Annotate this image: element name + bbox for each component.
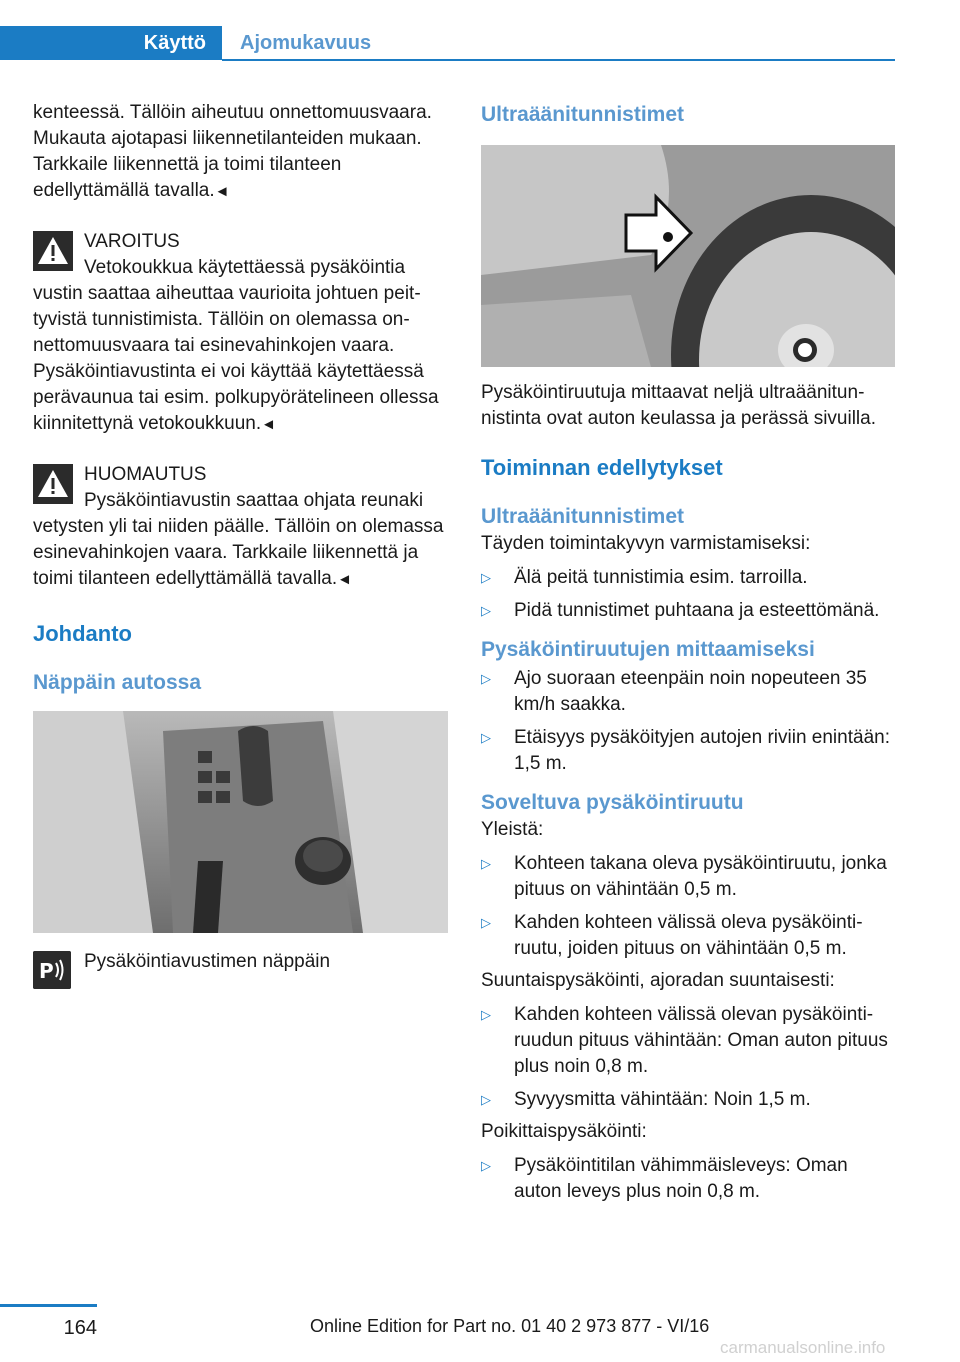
sensors2-intro: Täyden toimintakyvyn varmistamiseksi: xyxy=(481,533,811,554)
warning-first-line: Vetokoukkua käytettäessä pysäköintia xyxy=(84,257,406,278)
footer-divider xyxy=(0,1304,97,1307)
list-item xyxy=(481,666,895,718)
end-mark: ◄ xyxy=(337,571,353,588)
sensor-photo xyxy=(481,145,895,367)
heading-ultrasonic-sensors-2: Ultraäänitunnistimet xyxy=(481,505,685,528)
list-item xyxy=(481,1087,895,1113)
list-item-text: Älä peitä tunnistimia esim. tarroilla. xyxy=(514,567,808,588)
triangle-bullet-icon: ▷ xyxy=(481,1092,491,1107)
warning-title: VAROITUS xyxy=(84,231,180,252)
list-item-text: Kohteen takana oleva pysäköintiruutu, jonka pituus on vähintään 0,5 m. xyxy=(514,853,887,900)
triangle-bullet-icon: ▷ xyxy=(481,915,491,930)
sensors-description: Pysäköintiruutuja mittaavat neljä ultraäänitunnistinta ovat auton keulassa ja perässä sivuilla. xyxy=(481,382,877,429)
triangle-bullet-icon: ▷ xyxy=(481,671,491,686)
triangle-bullet-icon: ▷ xyxy=(481,856,491,871)
warning-block xyxy=(33,229,448,438)
warning-icon xyxy=(33,464,73,504)
general-label: Yleistä: xyxy=(481,819,544,840)
notice-first-line: Pysäköintiavustin saattaa ohjata reunaki xyxy=(84,490,424,511)
heading-measuring: Pysäköintiruutujen mittaamiseksi xyxy=(481,638,815,661)
triangle-bullet-icon: ▷ xyxy=(481,1158,491,1173)
list-item xyxy=(481,910,895,962)
header-divider xyxy=(222,59,895,61)
watermark: carmanualsonline.info xyxy=(720,1338,886,1357)
notice-body xyxy=(33,514,448,593)
svg-text:P: P xyxy=(39,959,54,983)
warning-body xyxy=(33,281,448,438)
console-photo xyxy=(33,711,448,933)
triangle-bullet-icon: ▷ xyxy=(481,570,491,585)
intro-paragraph xyxy=(33,100,448,205)
park-assist-button-icon xyxy=(33,951,71,989)
list-item xyxy=(481,598,895,624)
parallel-list xyxy=(481,1002,895,1113)
edition-text: Online Edition for Part no. 01 40 2 973 877 - VI/16 xyxy=(310,1316,710,1336)
sensors2-list xyxy=(481,565,895,624)
heading-introduction: Johdanto xyxy=(33,621,132,646)
notice-block xyxy=(33,462,448,593)
list-item xyxy=(481,1002,895,1080)
warning-body-text: vustin saattaa aiheuttaa vaurioita johtuen peittyvistä tunnistimista. Tällöin on olemassa onnettomuusvaara tai esinevahinkojen vaara. Pysäköintiavustinta ei voi käyttää käytettäessä perävaunua tai esim. polkupyörätelineen ollessa kiinnitettynä vetokoukkuun. xyxy=(33,283,439,434)
button-caption: Pysäköintiavustimen näppäin xyxy=(84,951,331,972)
parallel-label: Suuntaispysäköinti, ajoradan suuntaisesti: xyxy=(481,970,835,991)
list-item xyxy=(481,1153,895,1205)
triangle-bullet-icon: ▷ xyxy=(481,1007,491,1022)
end-mark: ◄ xyxy=(214,183,230,200)
heading-suitable-space: Soveltuva pysäköintiruutu xyxy=(481,791,744,814)
measure-list xyxy=(481,666,895,777)
triangle-bullet-icon: ▷ xyxy=(481,730,491,745)
heading-requirements: Toiminnan edellytykset xyxy=(481,455,723,480)
list-item-text: Syvyysmitta vähintään: Noin 1,5 m. xyxy=(514,1089,811,1110)
list-item xyxy=(481,851,895,903)
list-item-text: Pysäköintitilan vähimmäisleveys: Oman auton leveys plus noin 0,8 m. xyxy=(514,1155,848,1202)
intro-text: kenteessä. Tällöin aiheutuu onnettomuusvaara. Mukauta ajotapasi liikennetilanteiden mukaan. Tarkkaile liikennettä ja toimi tilanteen edellyttämällä tavalla. xyxy=(33,102,432,201)
heading-button-in-car: Näppäin autossa xyxy=(33,671,202,694)
right-column xyxy=(481,100,895,1205)
notice-title: HUOMAUTUS xyxy=(84,464,207,485)
section-tab[interactable]: Ajomukavuus xyxy=(240,32,372,54)
general-list xyxy=(481,851,895,962)
perpendicular-list xyxy=(481,1153,895,1205)
list-item-text: Ajo suoraan eteenpäin noin nopeuteen 35 km/h saakka. xyxy=(514,668,867,715)
heading-ultrasonic-sensors: Ultraäänitunnistimet xyxy=(481,103,685,126)
list-item-text: Kahden kohteen välissä olevan pysäköintiruudun pituus vähintään: Oman auton pituus plus noin 0,8 m. xyxy=(514,1004,888,1077)
list-item xyxy=(481,565,895,591)
button-caption-row xyxy=(33,949,448,989)
end-mark: ◄ xyxy=(261,416,276,433)
list-item xyxy=(481,725,895,777)
triangle-bullet-icon: ▷ xyxy=(481,603,491,618)
page-number: 164 xyxy=(63,1317,97,1339)
perpendicular-label: Poikittaispysäköinti: xyxy=(481,1121,647,1142)
list-item-text: Kahden kohteen välissä oleva pysäköintiruutu, joiden pituus on vähintään 0,5 m. xyxy=(514,912,863,959)
list-item-text: Etäisyys pysäköityjen autojen riviin enintään: 1,5 m. xyxy=(514,727,890,774)
notice-body-text: vetysten yli tai niiden päälle. Tällöin on olemassa esinevahinkojen vaara. Tarkkaile liikennettä ja toimi tilanteen edellyttämällä tavalla. xyxy=(33,516,444,589)
list-item-text: Pidä tunnistimet puhtaana ja esteettömänä. xyxy=(514,600,880,621)
left-column xyxy=(33,100,448,989)
warning-icon xyxy=(33,231,73,271)
chapter-tab[interactable]: Käyttö xyxy=(0,26,222,60)
